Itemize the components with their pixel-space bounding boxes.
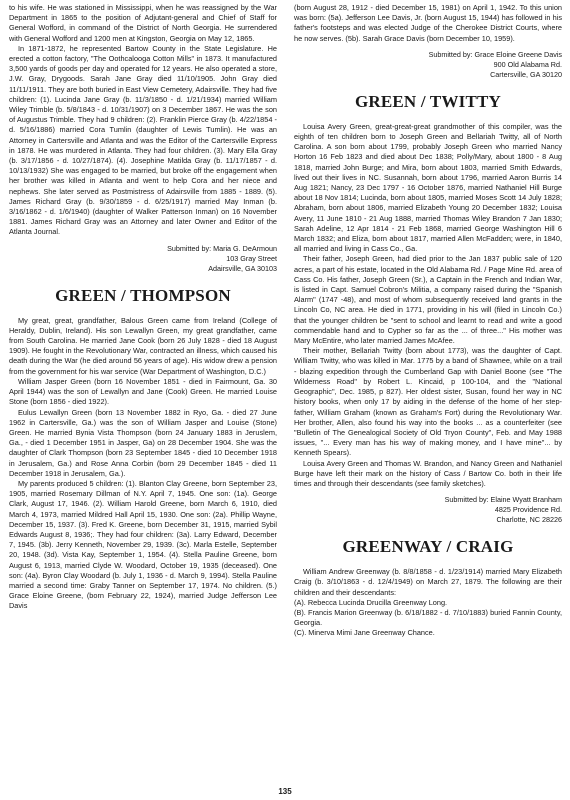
paragraph: Eulus Lewallyn Green (born 13 November 1882 in Ryo, Ga. - died 27 June 1962 in Cartersville, Ga.) was the son of William Jasper and Louise (Stone) Green. He married Bynia Vista Thompson (born 24 January 1883 in Jeruslem, Ga., - died 1 December 1951 in Jasper, Ga) on 28 December 1904. She was the daughter of Clark Thompson (born 23 September 1845 - died 10 December 1918 in Jerusalem, Ga.) and Rose Anna Corbin (born 29 December 1845 - died 11 December 1918 in Jerusalem, Ga.). — [9, 407, 277, 478]
section-heading: GREEN / THOMPSON — [55, 285, 231, 305]
left-column — [9, 3, 277, 612]
submitted-by-address: 103 Gray Street — [226, 253, 277, 263]
submitted-by-city: Cartersville, GA 30120 — [490, 69, 562, 79]
page-number: 135 — [278, 787, 292, 796]
paragraph: In 1871-1872, he represented Bartow County in the State Legislature. He erected a cotton factory, "The Oothcalooga Cotton Mills" in 1873. It manufactured 3,500 yards of goods per day and operated for 12 years. He also operated a store, J.W. Gray, Drygoods. Sarah Jane Gray died 11/10/1905. John Gray died 11/11/1911. They are both buried in East View Cemetery, Adairsville. They had five children: (1). Lucinda Jane Gray (b. 11/3/1850 - d. 1/21/1934) married William Wiley Trimble (b. 5/8/1843 - d. 10/31/1907) on 3 December 1867. He was the son of Augustus Trimble. They had 9 children: (2). Franklin Pierce Gray (b. 4/22/1854 - d. 5/16/1886) married Cora Tumlin (daughter of Lewis Tumlin). He was an Attorney in Cartersville and Atlanta and was the Editor of the Cartersville Express in 1878. He was murdered in Atlanta. They had four children. (3). Mary Ella Gray (b. 3/17/1856 - d. 10/27/1874). (4). Josephine Matilda Gray (b. 11/17/1857 - d. 10/13/1932) She was engaged to be married, but broke off the engagement when her brother was killed in Atlanta and went to help Cora and her niece and nephews. She later served as Postmistress of Adairsville from 1885 - 1889. (5). James Richard Gray (b. 9/30/1859 - d. 6/25/1917) married May Inman (b. 3/16/1862 - d. 1/6/1940) (daughter of Walker Patterson Inman) on 16 November 1881. James Richard Gray was an Attorney and later Owner and Editor of the Atlanta Journal. — [9, 43, 277, 237]
submitted-by-block — [9, 244, 277, 274]
list-item: (C). Minerva Mimi Jane Greenway Chance. — [294, 628, 435, 638]
right-column — [294, 3, 562, 639]
submitted-by-city: Adairsville, GA 30103 — [208, 263, 277, 273]
submitted-by-line: Submitted by: Maria G. DeArmoun — [167, 243, 277, 253]
paragraph: William Jasper Green (born 16 November 1851 - died in Fairmount, Ga. 30 April 1944) was the son of Lewallyn and Jane (Cook) Green. He married Louise Stone (born 1856 - died 1922). — [9, 376, 277, 407]
paragraph: Their father, Joseph Green, had died prior to the Jan 1837 public sale of 120 acres, a part of his estate, located in the Old Alabama Rd. / Page Mine Rd. area of Cass Co. His father, Joseph Green (Sr.), a Captain in the French and Indian War, is listed in Capt. Samuel Cobron's Militia, a company raised during the "Spanish Alarm" (1747 -48), and most of whom subsequently received land grants in the Lincoln Co, NC area. He died in 1771, providing in his will (filed in Lincoln Co.) that the younger children be "sent to school and learnt to read and write a good commendable hand and to Cypher so far as the ... of three..." His mother was Mary McEntire, who later married James McAfee. — [294, 254, 562, 346]
paragraph: My great, great, grandfather, Balous Green came from Ireland (College of Heraldy, Dublin, Ireland). His son Lewallyn Green, my great grandfather, came from South Carolina. He married Jane Cook (born 26 July 1828 - died 18 August 1909). He fought in the Revolutionary War, contracted an illness, which caused his death during the War (he died around 56 years of age). His widow drew a pension from the government for his war service (War Department of Washington, D.C.) — [9, 315, 277, 376]
paragraph: (born August 28, 1912 - died December 15, 1981) on April 1, 1942. To this union was born: (5a). Jefferson Lee Davis, Jr. (born August 15, 1944) has followed in his father's footsteps and was elected Judge of the Cherokee District Courts, where he now serves. (5b). Sarah Grace Davis (born December 10, 1959). — [294, 3, 562, 43]
paragraph: to his wife. He was stationed in Mississippi, when he was reassigned by the War Department in 1865 to the position of Adjutant-general and Chief of Staff for General Wofford, in command of the District of North Georgia. He surrendered with General Wofford and 1200 men at Kingston, Georgia on May 12, 1865. — [9, 3, 277, 43]
submitted-by-address: 4825 Providence Rd. — [494, 505, 562, 515]
paragraph: Their mother, Bellariah Twitty (born about 1773), was the daughter of Capt. William Twitty, who was killed in Mar. 1775 by a band of Shawnee, while on a trail - blazing expedition through the Cumberland Gap with Daniel Boone (see "The Wilderness Road" by Robert L. Kincaid, p 100-104, and the "National Geographic", Dec. 1985, p 827). Her oldest sister, Susan, found her way in NC history books, when only 17 by aiding in the defense of the home of her step-father, William Graham (known as Graham's Fort) during the Revolutionary War. Her brother, Allen, also found his way into the books ... as a counterfeiter (see "Bulletin of The Genealogical Society of Old Tryon County", Feb. and May 1988 issues, "... Every man has his way of making money, and I have mine"... by Kenneth Spears). — [294, 346, 562, 458]
paragraph: My parents produced 5 children: (1). Blanton Clay Greene, born September 23, 1905, married Rosemary Dillman of N.Y. April 7, 1945. One son: (1a). George Clark, August 17, 1946. (2). William Harold Greene, born March 6, 1910, died March 4, 1973, married Mildred Hall April 15, 1930. One son: (2a). Phillip Wayne, December 15, 1937. (3). Fred K. Greene, born December 31, 1915, married Sybil Edwards August 8, 1936;. They had four children: (3a). Larry Edward, December 7, 1945. (3b). Jerry Kenneth, November 29, 1939. (3c). Marla Estelle, September 20, 1948. (3d). Vista Kay, September 1, 1954. (4). Stella Pauline Greene, born August 6, 1913, married Clyde W. Woodard, October 19, 1935 (deceased). One son: (4a). Byron Clay Woodard (b. July 1, 1936 - d. March 9, 1994). Stella Pauline married a second time: Graby Tanner on September 17, 1974. No children. (5.) Grace Eloine Greene, (born February 22, 1924), married Judge Jefferson Lee Davis — [9, 478, 277, 611]
section-heading: GREENWAY / CRAIG — [342, 537, 514, 557]
submitted-by-line: Submitted by: Elaine Wyatt Branham — [444, 495, 562, 505]
submitted-by-address: 900 Old Alabama Rd. — [493, 59, 562, 69]
paragraph: Louisa Avery Green and Thomas W. Brandon, and Nancy Green and Nathaniel Burge have left their mark on the history of Cass / Bartow Co. both in their life times and through their descendants (see family sketches). — [294, 458, 562, 488]
submitted-by-city: Charlotte, NC 28226 — [496, 515, 562, 525]
list-item: (B). Francis Marion Greenway (b. 6/18/1882 - d. 7/10/1883) buried Fannin County, Georgia. — [294, 607, 562, 628]
submitted-by-line: Submitted by: Grace Eloine Greene Davis — [428, 49, 562, 59]
list-item: (A). Rebecca Lucinda Drucilla Greenway Long. — [294, 597, 448, 607]
submitted-by-block — [294, 50, 562, 80]
paragraph: William Andrew Greenway (b. 8/8/1858 - d. 1/23/1914) married Mary Elizabeth Craig (b. 3/10/1863 - d. 12/4/1949) on March 27, 1879. The following are their children and their descendants: — [294, 567, 562, 597]
section-heading: GREEN / TWITTY — [354, 91, 502, 111]
paragraph: Louisa Avery Green, great-great-great grandmother of this compiler, was the eighth of ten children born to Joseph Green and Bellariah Twitty, all of North Carolina. A son born about 1799, probably Joseph Green who married Nancy Horton 16 Feb 1823 and died about Dec 1838; Polly/Mary, about 1800 - 8 Aug 1818, married John Burge; and Mira, born about 1803, married Smith Edwards, lived out their lives in NC. Susannah, born about 1796, married Aaron Burris 14 Aug 1821; Nancy, 23 Dec 1797 - 16 October 1876, married Nathaniel Hill Burge about 18 Nov 1814; Lucinda, born about 1805, married Moses Scott 14 July 1828; Abraham, born about 1806, married Elizabeth Young 20 December 1832; Louisa Avery, 11 June 1810 - 21 Aug 1888, married Thomas Wiley Brandon 7 Jan 1830; Sarah Adeline, 12 Apr 1814 - 21 Feb 1868, married George Washington Hill 6 March 1832; and Eliza, born about 1817, married Allen McFadden; were, in 1840, all married and living in Cass Co., Ga. — [294, 121, 562, 254]
submitted-by-block — [294, 495, 562, 525]
